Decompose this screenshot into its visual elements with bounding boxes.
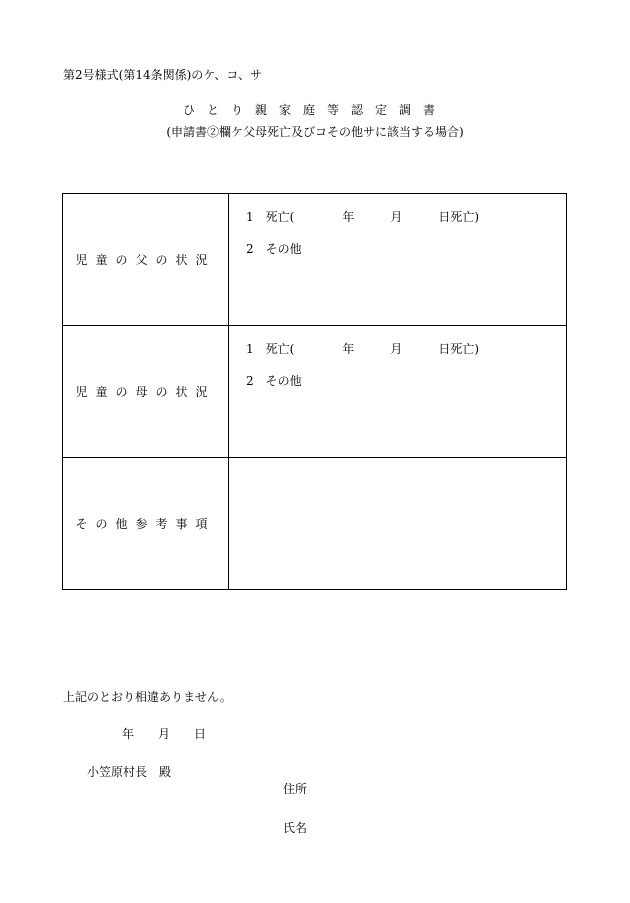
father-status-label: 児童の父の状況 (63, 194, 229, 326)
mother-status-label: 児童の母の状況 (63, 326, 229, 458)
addressee: 小笠原村長 殿 (87, 765, 172, 779)
document-title: ひとり親家庭等認定調書 (182, 103, 447, 117)
mother-option-other: 2 その他 (246, 374, 302, 388)
document-subtitle: (申請書②欄ケ父母死亡及びコその他サに該当する場合) (166, 125, 464, 139)
mother-status-cell[interactable] (229, 326, 567, 458)
notes-cell[interactable] (229, 458, 567, 590)
notes-label: その他参考事項 (63, 458, 229, 590)
father-status-cell[interactable] (229, 194, 567, 326)
name-label: 氏名 (283, 821, 308, 835)
mother-option-death: 1 死亡( 年 月 日死亡) (246, 342, 479, 356)
table-row-father (63, 194, 567, 326)
confirmation-statement: 上記のとおり相違ありません。 (63, 690, 232, 704)
status-table (62, 193, 567, 590)
form-number: 第2号様式(第14条関係)のケ、コ、サ (63, 68, 262, 82)
address-label: 住所 (283, 782, 308, 796)
table-row-notes (63, 458, 567, 590)
father-option-death: 1 死亡( 年 月 日死亡) (246, 210, 479, 224)
table-row-mother (63, 326, 567, 458)
date-line: 年 月 日 (122, 727, 207, 741)
father-option-other: 2 その他 (246, 242, 302, 256)
